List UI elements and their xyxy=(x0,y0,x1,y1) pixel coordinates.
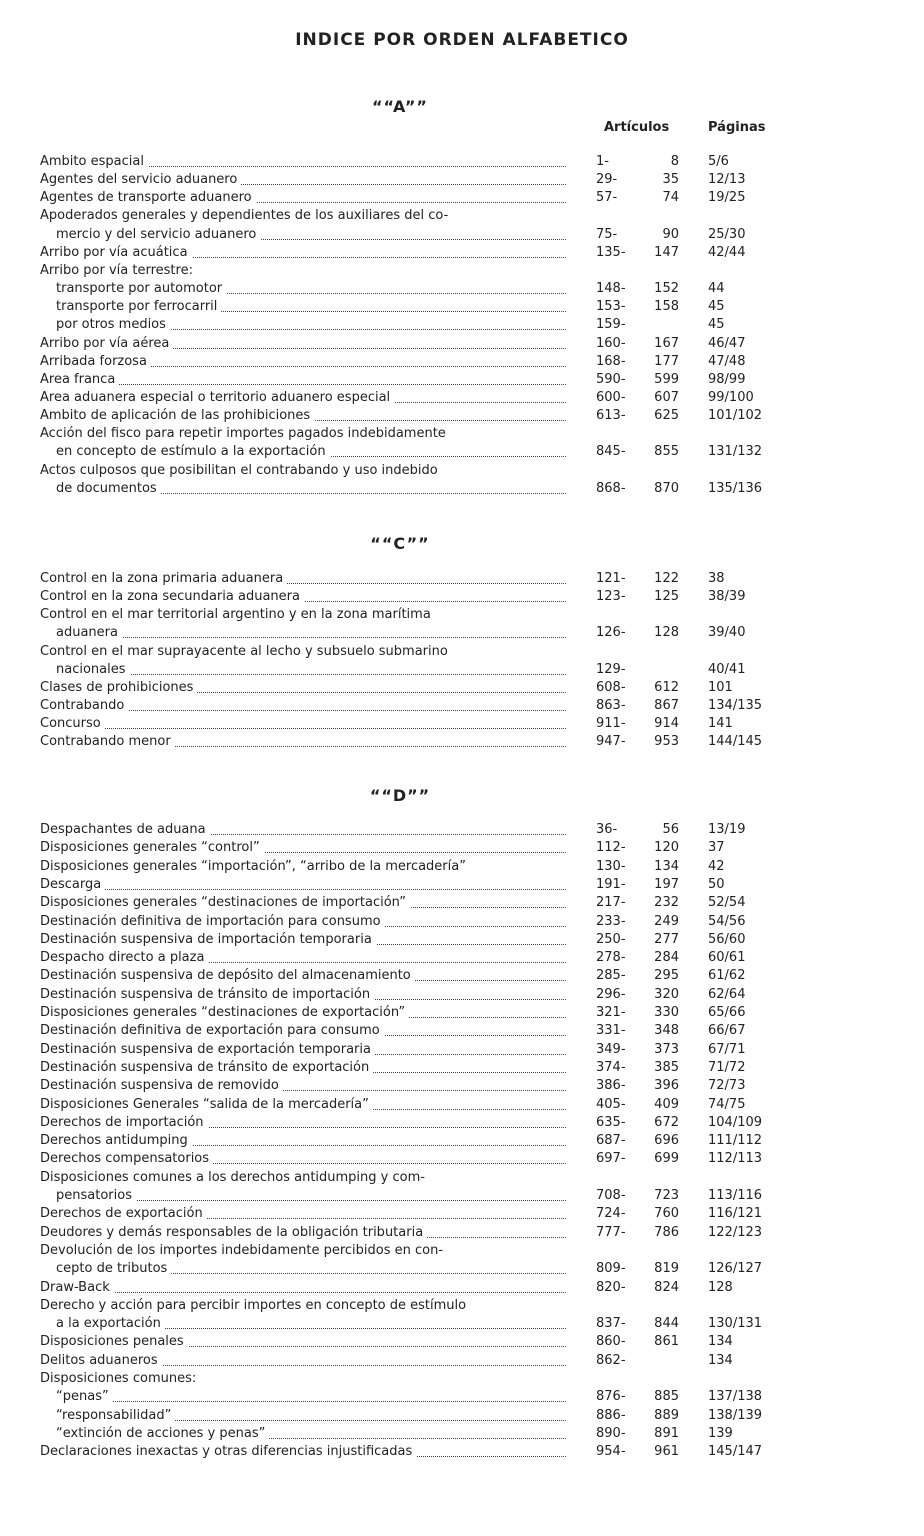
article-end: 786 xyxy=(654,1224,679,1240)
article-start: 405- xyxy=(596,1096,626,1112)
article-end: 74 xyxy=(662,190,679,206)
index-entry xyxy=(0,1407,924,1425)
index-entry xyxy=(0,407,924,425)
article-end: 607 xyxy=(654,389,679,405)
article-start: 168- xyxy=(596,353,626,369)
article-end: 867 xyxy=(654,698,679,714)
article-start: 349- xyxy=(596,1041,626,1057)
article-end: 599 xyxy=(654,371,679,387)
index-entry xyxy=(0,894,924,912)
index-entry xyxy=(0,839,924,857)
article-start: 845- xyxy=(596,444,626,460)
entry-text: Destinación definitiva de importación para consumo xyxy=(40,914,385,929)
article-end: 824 xyxy=(654,1279,679,1295)
entry-text: “responsabilidad” xyxy=(56,1408,175,1423)
entry-text: Ambito espacial xyxy=(40,154,148,169)
page-ref: 126/127 xyxy=(708,1261,763,1277)
article-start: 374- xyxy=(596,1059,626,1075)
page-ref: 112/113 xyxy=(708,1151,763,1167)
article-end: 158 xyxy=(654,299,679,315)
article-start: 36- xyxy=(596,822,618,837)
article-start: 890- xyxy=(596,1425,626,1441)
article-end: 152 xyxy=(654,281,679,297)
index-entry xyxy=(0,1315,924,1333)
index-entry xyxy=(0,1242,924,1260)
page-title: INDICE POR ORDEN ALFABETICO xyxy=(295,30,629,50)
page-ref: 144/145 xyxy=(708,734,763,750)
page-ref: 134 xyxy=(708,1352,733,1368)
index-entry xyxy=(0,244,924,262)
index-entry xyxy=(0,1187,924,1205)
article-end: 396 xyxy=(654,1078,679,1094)
section-letter: ““A”” xyxy=(372,97,428,116)
index-entry xyxy=(0,1077,924,1095)
article-end: 723 xyxy=(654,1188,679,1203)
entry-text: Destinación suspensiva de importación temporaria xyxy=(40,932,376,947)
article-end: 696 xyxy=(654,1133,679,1149)
article-end: 8 xyxy=(670,154,679,169)
article-start: 135- xyxy=(596,244,626,260)
article-start: 121- xyxy=(596,571,626,586)
page-ref: 65/66 xyxy=(708,1005,746,1020)
index-entry xyxy=(0,588,924,606)
entry-text: “extinción de acciones y penas” xyxy=(56,1426,269,1441)
article-end: 885 xyxy=(654,1389,679,1405)
page-ref: 44 xyxy=(708,281,725,297)
index-entry xyxy=(0,353,924,371)
article-start: 285- xyxy=(596,968,626,984)
article-start: 886- xyxy=(596,1407,626,1423)
page-ref: 137/138 xyxy=(708,1389,763,1405)
page-ref: 37 xyxy=(708,840,725,856)
article-start: 600- xyxy=(596,389,626,405)
article-start: 590- xyxy=(596,371,626,387)
index-entry xyxy=(0,462,924,480)
article-start: 863- xyxy=(596,698,626,714)
index-entry xyxy=(0,189,924,207)
leader-dots xyxy=(56,1401,566,1402)
article-end: 128 xyxy=(654,625,679,641)
entry-text: Declaraciones inexactas y otras diferencias injustificadas xyxy=(40,1444,416,1459)
article-start: 233- xyxy=(596,913,626,929)
entry-text: Disposiciones generales “importación”, “arribo de la mercadería” xyxy=(40,859,470,874)
article-end: 889 xyxy=(654,1407,679,1423)
article-start: 868- xyxy=(596,480,626,496)
index-entry xyxy=(0,371,924,389)
entry-text: Actos culposos que posibilitan el contrabando y uso indebido xyxy=(40,463,442,478)
index-entry xyxy=(0,316,924,334)
article-start: 837- xyxy=(596,1316,626,1332)
entry-text: Arribo por vía aérea xyxy=(40,336,173,351)
page-ref: 56/60 xyxy=(708,931,746,947)
entry-text: Disposiciones Generales “salida de la mercadería” xyxy=(40,1097,373,1112)
index-entry xyxy=(0,226,924,244)
page-ref: 66/67 xyxy=(708,1023,746,1039)
index-entry xyxy=(0,1333,924,1351)
index-entry xyxy=(0,697,924,715)
page-ref: 38/39 xyxy=(708,589,746,605)
index-entry xyxy=(0,606,924,624)
page-ref: 52/54 xyxy=(708,895,746,911)
article-end: 147 xyxy=(654,244,679,260)
article-start: 191- xyxy=(596,876,626,892)
article-end: 672 xyxy=(654,1114,679,1130)
entry-text: por otros medios xyxy=(56,317,170,332)
leader-dots xyxy=(56,674,566,675)
index-entry xyxy=(0,715,924,733)
entry-text: Disposiciones comunes a los derechos antidumping y com- xyxy=(40,1170,429,1185)
index-entry xyxy=(0,733,924,751)
page-ref: 135/136 xyxy=(708,480,763,496)
entry-text: Destinación suspensiva de tránsito de importación xyxy=(40,987,374,1002)
article-start: 153- xyxy=(596,299,626,315)
index-entry xyxy=(0,1004,924,1022)
article-end: 819 xyxy=(654,1261,679,1277)
entry-text: Disposiciones penales xyxy=(40,1334,188,1349)
article-end: 90 xyxy=(662,226,679,242)
page-ref: 45 xyxy=(708,317,725,333)
index-entry xyxy=(0,298,924,316)
page-ref: 45 xyxy=(708,299,725,315)
index-entry xyxy=(0,389,924,407)
column-header-articulos: Artículos xyxy=(604,120,670,135)
page-ref: 116/121 xyxy=(708,1206,763,1222)
page-ref: 101 xyxy=(708,679,733,695)
entry-text: Arribo por vía acuática xyxy=(40,245,192,260)
entry-text: Control en el mar suprayacente al lecho y subsuelo submarino xyxy=(40,644,452,659)
entry-text: Deudores y demás responsables de la obligación tributaria xyxy=(40,1225,427,1240)
article-start: 697- xyxy=(596,1151,626,1167)
page-ref: 13/19 xyxy=(708,822,746,837)
entry-text: Agentes del servicio aduanero xyxy=(40,172,241,187)
article-end: 855 xyxy=(654,444,679,460)
entry-text: nacionales xyxy=(56,662,130,677)
article-end: 914 xyxy=(654,716,679,732)
article-end: 330 xyxy=(654,1005,679,1020)
page-ref: 128 xyxy=(708,1279,733,1295)
index-entry xyxy=(0,1169,924,1187)
index-entry xyxy=(0,1297,924,1315)
page-ref: 47/48 xyxy=(708,353,746,369)
entry-text: Disposiciones generales “destinaciones de exportación” xyxy=(40,1005,409,1020)
index-entry xyxy=(0,1150,924,1168)
article-end: 348 xyxy=(654,1023,679,1039)
page-ref: 67/71 xyxy=(708,1041,746,1057)
index-entry xyxy=(0,262,924,280)
index-entry xyxy=(0,1352,924,1370)
entry-text: Derechos de importación xyxy=(40,1115,208,1130)
article-start: 57- xyxy=(596,190,618,206)
article-end: 197 xyxy=(654,876,679,892)
entry-text: Apoderados generales y dependientes de los auxiliares del co- xyxy=(40,208,452,223)
page-ref: 131/132 xyxy=(708,444,763,460)
page-ref: 19/25 xyxy=(708,190,746,206)
article-start: 386- xyxy=(596,1078,626,1094)
index-entry xyxy=(0,1022,924,1040)
article-end: 35 xyxy=(662,172,679,188)
entry-text: Destinación suspensiva de tránsito de exportación xyxy=(40,1060,373,1075)
entry-text: Destinación suspensiva de exportación temporaria xyxy=(40,1042,375,1057)
index-entry xyxy=(0,1059,924,1077)
page-ref: 42/44 xyxy=(708,244,746,260)
article-end: 870 xyxy=(654,480,679,496)
entry-text: “penas” xyxy=(56,1389,113,1404)
article-start: 321- xyxy=(596,1005,626,1020)
page-ref: 60/61 xyxy=(708,950,746,966)
index-entry xyxy=(0,1096,924,1114)
entry-text: Devolución de los importes indebidamente percibidos en con- xyxy=(40,1243,447,1258)
page-ref: 40/41 xyxy=(708,661,746,677)
article-start: 947- xyxy=(596,734,626,750)
entry-text: Control en la zona secundaria aduanera xyxy=(40,589,304,604)
entry-text: Ambito de aplicación de las prohibiciones xyxy=(40,408,314,423)
article-start: 809- xyxy=(596,1261,626,1277)
index-entry xyxy=(0,661,924,679)
index-entry xyxy=(0,335,924,353)
article-end: 120 xyxy=(654,840,679,856)
article-end: 760 xyxy=(654,1206,679,1222)
article-end: 861 xyxy=(654,1334,679,1350)
entry-text: Derechos antidumping xyxy=(40,1133,192,1148)
article-start: 123- xyxy=(596,589,626,605)
article-start: 608- xyxy=(596,679,626,695)
index-entry xyxy=(0,913,924,931)
index-entry xyxy=(0,1388,924,1406)
index-entry xyxy=(0,876,924,894)
leader-dots xyxy=(56,637,566,638)
index-entry xyxy=(0,280,924,298)
article-start: 126- xyxy=(596,625,626,641)
article-end: 891 xyxy=(654,1425,679,1441)
article-end: 385 xyxy=(654,1059,679,1075)
article-end: 284 xyxy=(654,950,679,966)
index-entry xyxy=(0,821,924,839)
article-end: 125 xyxy=(654,589,679,605)
index-entry xyxy=(0,480,924,498)
index-entry xyxy=(0,1279,924,1297)
article-start: 75- xyxy=(596,226,618,242)
page-ref: 25/30 xyxy=(708,226,746,242)
entry-text: Disposiciones generales “destinaciones de importación” xyxy=(40,895,410,910)
article-start: 278- xyxy=(596,950,626,966)
entry-text: en concepto de estímulo a la exportación xyxy=(56,444,330,459)
entry-text: Disposiciones comunes: xyxy=(40,1371,200,1386)
entry-text: a la exportación xyxy=(56,1316,165,1331)
article-start: 1- xyxy=(596,154,609,169)
article-end: 373 xyxy=(654,1041,679,1057)
article-end: 134 xyxy=(654,858,679,874)
index-entry xyxy=(0,986,924,1004)
index-entry xyxy=(0,1443,924,1461)
article-start: 613- xyxy=(596,408,626,424)
index-entry xyxy=(0,207,924,225)
article-start: 29- xyxy=(596,172,618,188)
index-entry xyxy=(0,1260,924,1278)
article-end: 277 xyxy=(654,931,679,947)
article-end: 844 xyxy=(654,1316,679,1332)
page-ref: 62/64 xyxy=(708,986,746,1002)
entry-text: de documentos xyxy=(56,481,161,496)
article-end: 232 xyxy=(654,895,679,911)
index-entry xyxy=(0,1224,924,1242)
page-ref: 111/112 xyxy=(708,1133,763,1149)
page-ref: 113/116 xyxy=(708,1188,763,1203)
page-ref: 38 xyxy=(708,571,725,586)
index-entry xyxy=(0,949,924,967)
entry-text: Descarga xyxy=(40,877,105,892)
entry-text: Area aduanera especial o territorio aduanero especial xyxy=(40,390,394,405)
entry-text: Contrabando menor xyxy=(40,734,175,749)
article-start: 687- xyxy=(596,1133,626,1149)
index-entry xyxy=(0,1114,924,1132)
page-ref: 141 xyxy=(708,716,733,732)
article-start: 635- xyxy=(596,1114,626,1130)
entry-text: aduanera xyxy=(56,625,122,640)
entry-text: Destinación suspensiva de depósito del almacenamiento xyxy=(40,968,415,983)
entry-text: Destinación definitiva de exportación para consumo xyxy=(40,1023,384,1038)
article-start: 708- xyxy=(596,1188,626,1203)
index-entry xyxy=(0,1041,924,1059)
article-start: 862- xyxy=(596,1352,626,1368)
entry-text: Control en la zona primaria aduanera xyxy=(40,571,287,586)
entry-text: Derecho y acción para percibir importes en concepto de estímulo xyxy=(40,1298,470,1313)
page-ref: 46/47 xyxy=(708,335,746,351)
article-start: 217- xyxy=(596,895,626,911)
index-entry xyxy=(0,171,924,189)
entry-text: Clases de prohibiciones xyxy=(40,680,197,695)
entry-text: Agentes de transporte aduanero xyxy=(40,190,256,205)
page-ref: 99/100 xyxy=(708,389,754,405)
section-letter: ““C”” xyxy=(370,534,430,553)
entry-text: transporte por automotor xyxy=(56,281,226,296)
index-entry xyxy=(0,443,924,461)
index-entry xyxy=(0,1132,924,1150)
page-ref: 122/123 xyxy=(708,1224,763,1240)
entry-text: Concurso xyxy=(40,716,105,731)
index-entry xyxy=(0,643,924,661)
article-start: 777- xyxy=(596,1224,626,1240)
article-start: 159- xyxy=(596,317,626,333)
index-entry xyxy=(0,153,924,171)
entry-text: Despachantes de aduana xyxy=(40,822,210,837)
index-entry xyxy=(0,425,924,443)
index-entry xyxy=(0,570,924,588)
page-ref: 39/40 xyxy=(708,625,746,641)
article-end: 320 xyxy=(654,986,679,1002)
page-ref: 74/75 xyxy=(708,1096,746,1112)
entry-text: Acción del fisco para repetir importes pagados indebidamente xyxy=(40,426,450,441)
entry-text: Destinación suspensiva de removido xyxy=(40,1078,283,1093)
article-start: 250- xyxy=(596,931,626,947)
entry-text: pensatorios xyxy=(56,1188,136,1203)
article-start: 296- xyxy=(596,986,626,1002)
article-start: 148- xyxy=(596,281,626,297)
article-end: 961 xyxy=(654,1444,679,1460)
page-ref: 134 xyxy=(708,1334,733,1350)
index-entry xyxy=(0,967,924,985)
leader-dots xyxy=(40,1292,566,1293)
index-entry xyxy=(0,1205,924,1223)
page-ref: 134/135 xyxy=(708,698,763,714)
entry-text: Area franca xyxy=(40,372,119,387)
entry-text: Arribada forzosa xyxy=(40,354,151,369)
index-entry xyxy=(0,1425,924,1443)
article-end: 409 xyxy=(654,1096,679,1112)
column-header-paginas: Páginas xyxy=(708,120,766,135)
page-ref: 145/147 xyxy=(708,1444,763,1460)
article-end: 295 xyxy=(654,968,679,984)
section-letter: ““D”” xyxy=(369,786,431,805)
entry-text: Disposiciones generales “control” xyxy=(40,840,264,855)
leader-dots xyxy=(40,728,566,729)
page-ref: 50 xyxy=(708,876,725,892)
page-ref: 71/72 xyxy=(708,1059,746,1075)
article-start: 876- xyxy=(596,1389,626,1405)
entry-text: mercio y del servicio aduanero xyxy=(56,227,260,242)
page-ref: 5/6 xyxy=(708,154,729,169)
entry-text: Arribo por vía terrestre: xyxy=(40,263,197,278)
entry-text: Derechos compensatorios xyxy=(40,1151,213,1166)
page-ref: 130/131 xyxy=(708,1316,763,1332)
index-entry xyxy=(0,624,924,642)
page-ref: 138/139 xyxy=(708,1407,763,1423)
article-start: 724- xyxy=(596,1206,626,1222)
index-entry xyxy=(0,931,924,949)
article-start: 130- xyxy=(596,858,626,874)
page-ref: 61/62 xyxy=(708,968,746,984)
article-end: 177 xyxy=(654,353,679,369)
entry-text: Draw-Back xyxy=(40,1280,114,1295)
article-end: 122 xyxy=(654,571,679,586)
article-start: 911- xyxy=(596,716,626,732)
entry-text: Delitos aduaneros xyxy=(40,1353,162,1368)
article-start: 129- xyxy=(596,661,626,677)
page-ref: 54/56 xyxy=(708,913,746,929)
article-start: 820- xyxy=(596,1279,626,1295)
entry-text: Contrabando xyxy=(40,698,128,713)
article-end: 699 xyxy=(654,1151,679,1167)
article-start: 112- xyxy=(596,840,626,856)
page-ref: 104/109 xyxy=(708,1114,763,1130)
page-ref: 98/99 xyxy=(708,371,746,387)
entry-text: Control en el mar territorial argentino y en la zona marítima xyxy=(40,607,435,622)
index-entry xyxy=(0,858,924,876)
entry-text: Despacho directo a plaza xyxy=(40,950,208,965)
leader-dots xyxy=(40,889,566,890)
article-end: 249 xyxy=(654,913,679,929)
article-start: 160- xyxy=(596,335,626,351)
entry-text: Derechos de exportación xyxy=(40,1206,207,1221)
article-end: 56 xyxy=(662,822,679,837)
page-ref: 139 xyxy=(708,1425,733,1441)
article-end: 167 xyxy=(654,335,679,351)
page-ref: 101/102 xyxy=(708,408,763,424)
page-ref: 42 xyxy=(708,858,725,874)
index-entry xyxy=(0,679,924,697)
article-start: 860- xyxy=(596,1334,626,1350)
entry-text: transporte por ferrocarril xyxy=(56,299,221,314)
article-end: 625 xyxy=(654,408,679,424)
article-end: 953 xyxy=(654,734,679,750)
index-entry xyxy=(0,1370,924,1388)
article-start: 954- xyxy=(596,1444,626,1460)
article-start: 331- xyxy=(596,1023,626,1039)
page-ref: 72/73 xyxy=(708,1078,746,1094)
page-ref: 12/13 xyxy=(708,172,746,188)
article-end: 612 xyxy=(654,679,679,695)
entry-text: cepto de tributos xyxy=(56,1261,171,1276)
